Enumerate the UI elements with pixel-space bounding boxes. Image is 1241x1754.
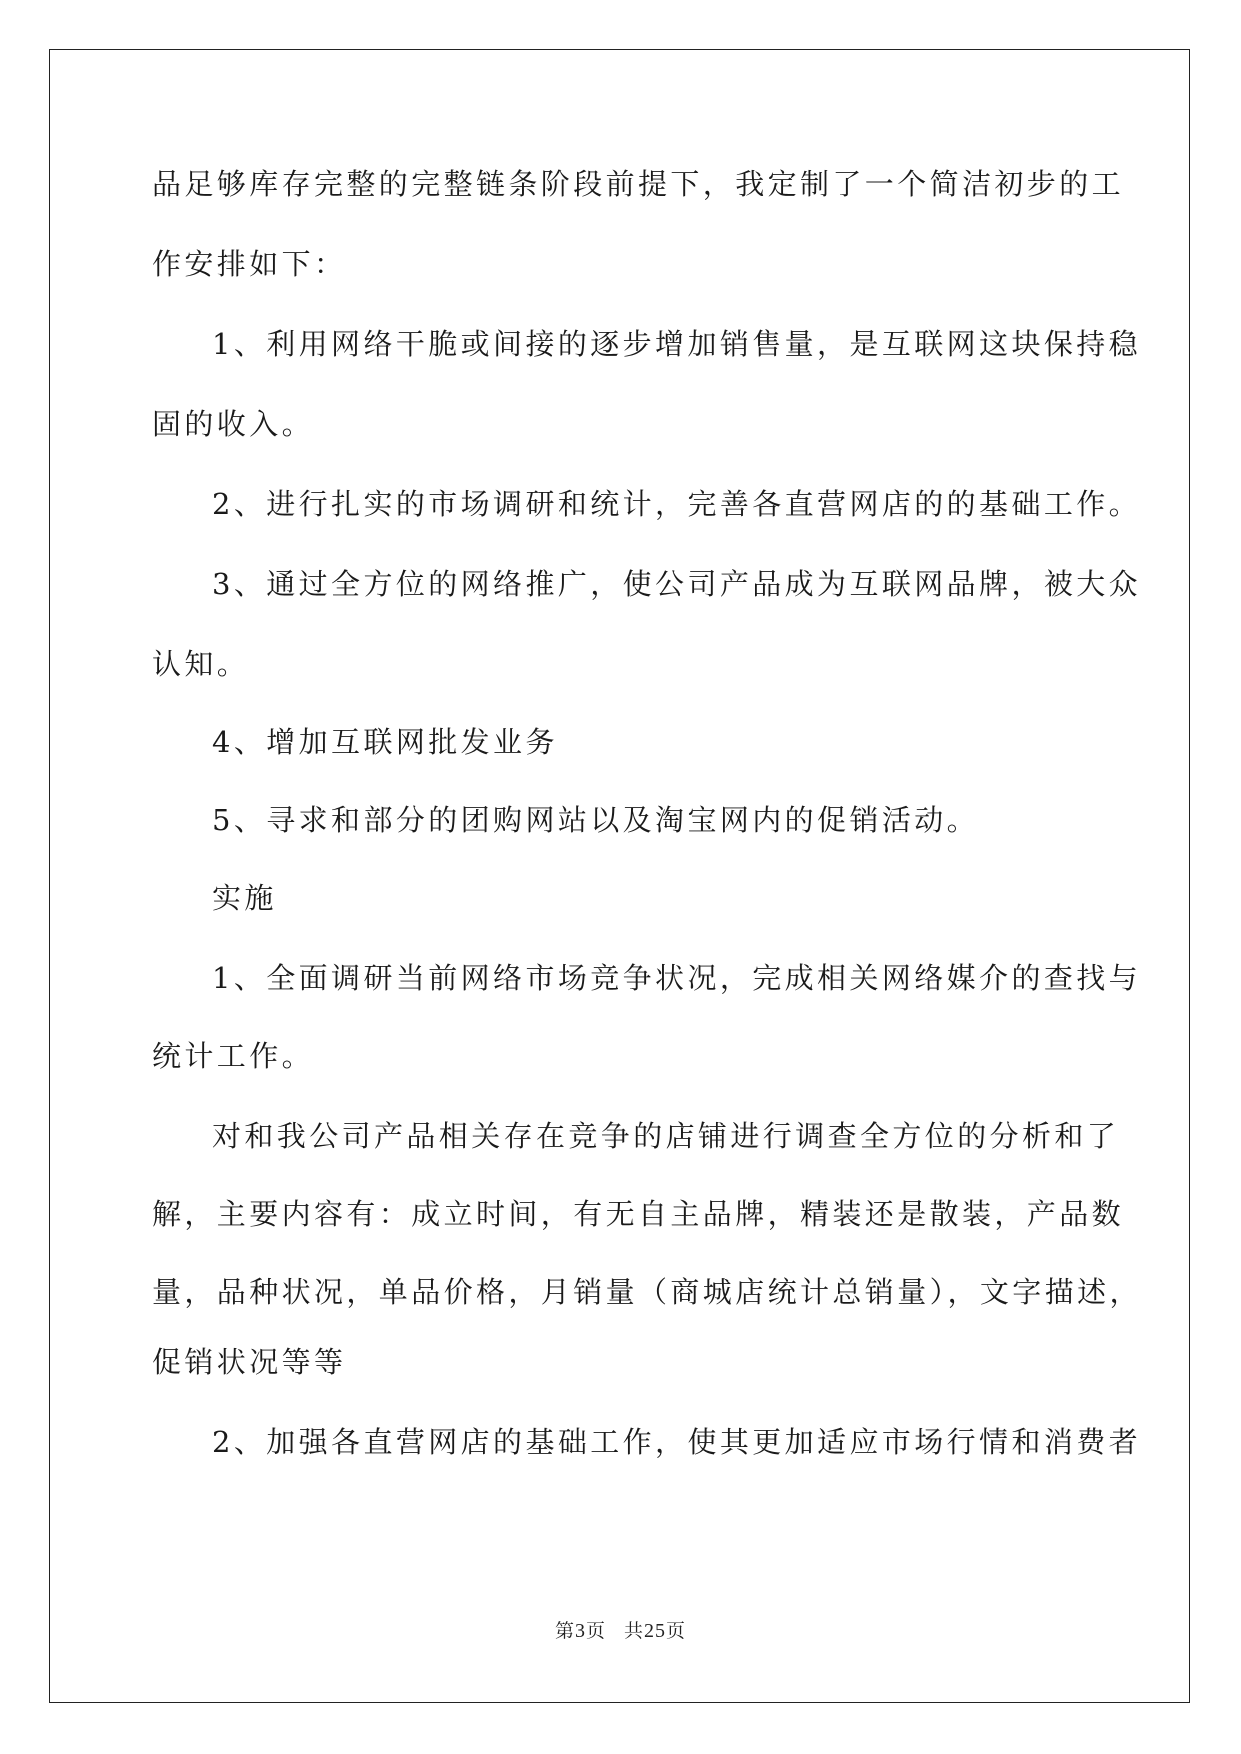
total-prefix: 共	[624, 1620, 645, 1642]
list-item-4: 4、增加互联网批发业务	[212, 725, 558, 759]
list-item-1: 1、全面调研当前网络市场竞争状况，完成相关网络媒介的查找与	[212, 961, 1142, 995]
page-prefix: 第	[554, 1620, 575, 1642]
text-line: 固的收入。	[152, 407, 315, 441]
paragraph-start: 对和我公司产品相关存在竞争的店铺进行调查全方位的分析和了	[212, 1119, 1120, 1153]
text-line: 认知。	[152, 647, 250, 681]
page-current: 3	[574, 1620, 586, 1642]
text-line: 统计工作。	[152, 1039, 315, 1073]
text-line: 量，品种状况，单品价格，月销量（商城店统计总销量），文字描述，	[152, 1275, 1142, 1309]
list-item-2: 2、进行扎实的市场调研和统计，完善各直营网店的的基础工作。	[212, 487, 1142, 521]
text-line: 作安排如下：	[152, 247, 347, 281]
list-item-1: 1、利用网络干脆或间接的逐步增加销售量，是互联网这块保持稳	[212, 327, 1142, 361]
list-item-3: 3、通过全方位的网络推广，使公司产品成为互联网品牌，被大众	[212, 567, 1142, 601]
total-suffix: 页	[666, 1620, 687, 1642]
text-line: 促销状况等等	[152, 1345, 347, 1379]
list-item-2: 2、加强各直营网店的基础工作，使其更加适应市场行情和消费者	[212, 1425, 1142, 1459]
section-heading: 实施	[212, 881, 277, 915]
list-item-5: 5、寻求和部分的团购网站以及淘宝网内的促销活动。	[212, 803, 980, 837]
text-line: 解，主要内容有：成立时间，有无自主品牌，精装还是散装，产品数	[152, 1197, 1125, 1231]
page-footer	[0, 1616, 1241, 1643]
page-mid: 页	[585, 1620, 606, 1642]
page-total: 25	[644, 1620, 667, 1642]
text-line: 品足够库存完整的完整链条阶段前提下，我定制了一个简洁初步的工	[152, 167, 1125, 201]
